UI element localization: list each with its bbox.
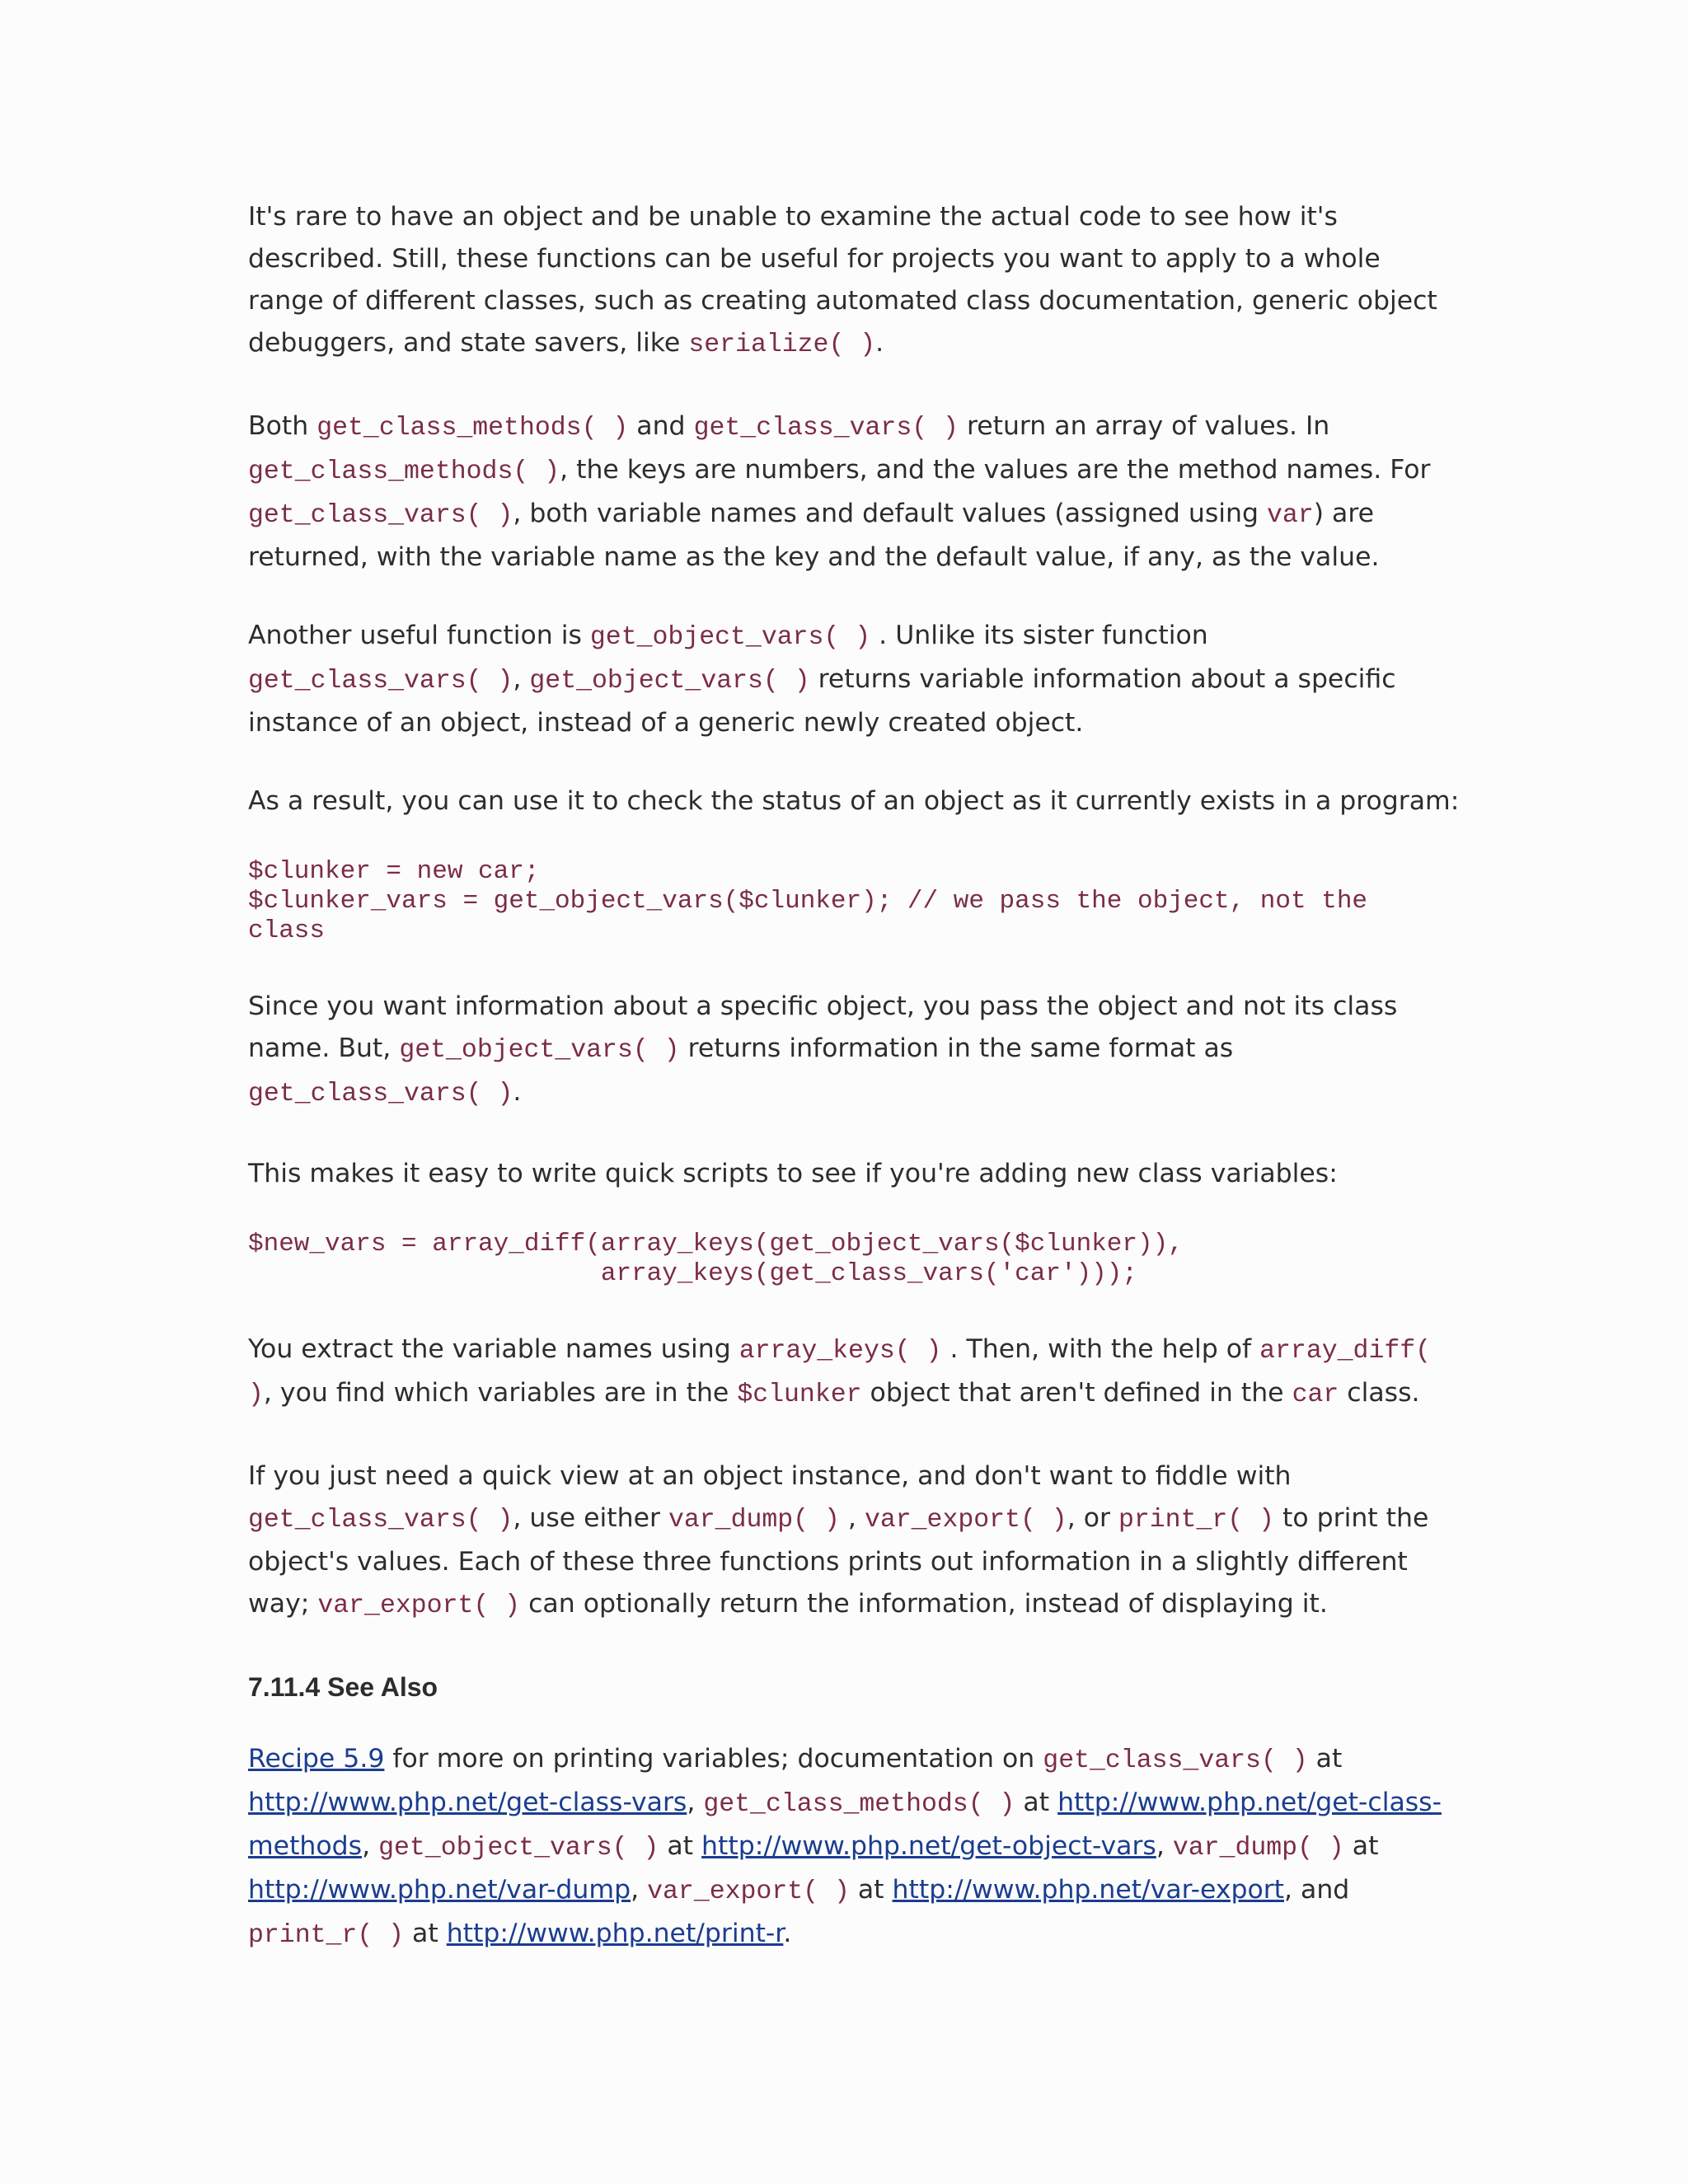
paragraph-text: . Unlike its sister function [870, 621, 1208, 650]
inline-code: var_export( ) [647, 1877, 850, 1906]
paragraph-text: , you find which variables are in the [263, 1378, 738, 1408]
paragraph-text: returns information in the same format as [679, 1033, 1234, 1063]
inline-code: get_class_vars( ) [248, 667, 513, 696]
inline-code: get_object_vars( ) [378, 1834, 659, 1863]
document-body [248, 196, 1460, 1993]
paragraph-see-also [248, 1738, 1460, 1957]
inline-code: var [1267, 501, 1314, 530]
link-print-r[interactable]: http://www.php.net/print-r [446, 1919, 784, 1948]
inline-code: car [1292, 1380, 1339, 1409]
inline-code: var_dump( ) [668, 1506, 840, 1535]
inline-code: get_class_vars( ) [248, 1506, 513, 1535]
link-get-class-methods[interactable]: http://www.php.net/get-class-methods [248, 1788, 1442, 1861]
paragraph-text: Since you want information about a specific object, you pass the object and not its class name. But, [248, 991, 1398, 1063]
paragraph-text: As a result, you can use it to check the status of an object as it currently exists in a program: [248, 786, 1460, 816]
paragraph-text: and [628, 411, 694, 441]
paragraph-text: ) are returned, with the variable name as the key and the default value, if any, as the value. [248, 499, 1380, 572]
paragraph-text: . [783, 1919, 792, 1948]
inline-code: print_r( ) [248, 1921, 405, 1950]
paragraph-text: If you just need a quick view at an object instance, and don't want to fiddle with [248, 1461, 1292, 1491]
paragraph-text: , the keys are numbers, and the values are the method names. For [560, 455, 1431, 485]
section-heading-see-also: 7.11.4 See Also [248, 1672, 438, 1702]
paragraph-text: at [1307, 1744, 1343, 1774]
inline-code: get_class_methods( ) [316, 414, 629, 443]
paragraph-text: can optionally return the information, instead of displaying it. [520, 1589, 1328, 1619]
paragraph-text: , and [1284, 1875, 1350, 1905]
paragraph-text: . [513, 1077, 522, 1107]
inline-code: get_class_vars( ) [248, 501, 513, 530]
paragraph-text: Another useful function is [248, 621, 590, 650]
paragraph-text: class. [1339, 1378, 1420, 1408]
paragraph-text: , [631, 1875, 648, 1905]
paragraph-intro [248, 196, 1460, 366]
inline-code: get_object_vars( ) [399, 1036, 680, 1065]
paragraph-text: at [404, 1919, 447, 1948]
paragraph-specific-object [248, 986, 1460, 1115]
inline-code: get_class_vars( ) [693, 414, 959, 443]
code-block-array-diff: $new_vars = array_diff(array_keys(get_object_vars($clunker)), array_keys(get_class_vars('car'))); [248, 1230, 1184, 1288]
link-recipe-5-9[interactable]: Recipe 5.9 [248, 1744, 385, 1774]
paragraph-quick-view [248, 1455, 1460, 1627]
inline-code: get_object_vars( ) [589, 623, 871, 652]
inline-code: get_class_vars( ) [1043, 1746, 1308, 1775]
inline-code: get_object_vars( ) [529, 667, 810, 696]
paragraph-text: , [1156, 1831, 1173, 1861]
paragraph-text: . Then, with the help of [941, 1334, 1260, 1364]
paragraph-object-vars [248, 615, 1460, 744]
paragraph-text: You extract the variable names using [248, 1334, 739, 1364]
paragraph-text: It's rare to have an object and be unable to examine the actual code to see how it's described. Still, these functions can be useful for projects you want to apply to a whole range of different classes, such as creating automated class documentation, generic object debuggers, and state savers, like [248, 202, 1437, 358]
paragraph-text: return an array of values. In [958, 411, 1330, 441]
paragraph-text: , [513, 664, 530, 694]
paragraph-text: , [839, 1503, 865, 1533]
inline-code: var_export( ) [864, 1506, 1067, 1535]
paragraph-text: , both variable names and default values (assigned using [513, 499, 1268, 528]
paragraph-status-check [248, 780, 1460, 823]
paragraph-extract-names [248, 1329, 1460, 1416]
inline-code: serialize( ) [688, 330, 876, 359]
link-get-class-vars[interactable]: http://www.php.net/get-class-vars [248, 1788, 687, 1817]
paragraph-text: at [1015, 1788, 1058, 1817]
paragraph-text: , [687, 1788, 704, 1817]
paragraph-text: This makes it easy to write quick scripts to see if you're adding new class variables: [248, 1159, 1338, 1188]
paragraph-text: returns variable information about a specific instance of an object, instead of a generic newly created object. [248, 664, 1396, 738]
inline-code: array_keys( ) [738, 1337, 942, 1366]
inline-code: var_dump( ) [1172, 1834, 1344, 1863]
paragraph-text: Both [248, 411, 317, 441]
inline-code: var_export( ) [317, 1591, 521, 1620]
link-var-dump[interactable]: http://www.php.net/var-dump [248, 1875, 631, 1905]
inline-code: array_diff( ) [248, 1337, 1432, 1409]
paragraph-text: for more on printing variables; documentation on [384, 1744, 1043, 1774]
paragraph-text: to print the object's values. Each of these three functions prints out information in a slightly different way; [248, 1503, 1429, 1619]
inline-code: get_class_methods( ) [248, 457, 560, 486]
link-var-export[interactable]: http://www.php.net/var-export [892, 1875, 1285, 1905]
inline-code: get_class_methods( ) [703, 1790, 1015, 1819]
paragraph-text: , use either [513, 1503, 668, 1533]
paragraph-text: at [849, 1875, 893, 1905]
inline-code: get_class_vars( ) [248, 1080, 513, 1108]
paragraph-text: object that aren't defined in the [861, 1378, 1292, 1408]
paragraph-text: at [1343, 1831, 1379, 1861]
code-block-clunker: $clunker = new car; $clunker_vars = get_object_vars($clunker); // we pass the object, not the class [248, 857, 1368, 945]
inline-code: print_r( ) [1118, 1506, 1274, 1535]
paragraph-text: . [875, 328, 884, 358]
paragraph-quick-scripts [248, 1153, 1460, 1195]
inline-code: $clunker [737, 1380, 862, 1409]
link-get-object-vars[interactable]: http://www.php.net/get-object-vars [701, 1831, 1156, 1861]
paragraph-text: , or [1067, 1503, 1118, 1533]
paragraph-text: at [659, 1831, 702, 1861]
paragraph-text: , [362, 1831, 379, 1861]
paragraph-return-values [248, 405, 1460, 579]
